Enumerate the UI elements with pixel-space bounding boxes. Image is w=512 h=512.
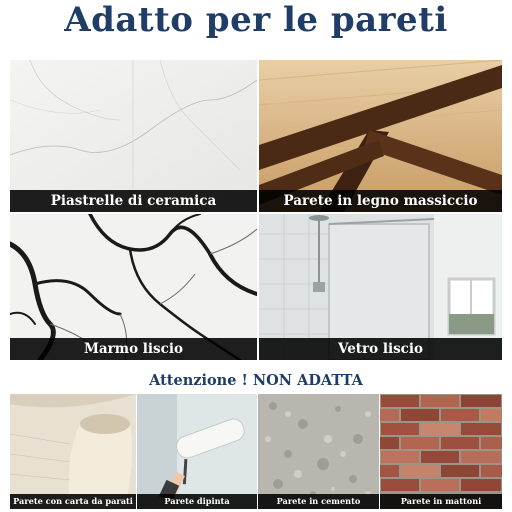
warning-heading: Attenzione ! NON ADATTA	[149, 372, 363, 389]
panel-smooth-glass	[259, 214, 502, 360]
caption-smooth-glass: Vetro liscio	[259, 338, 502, 360]
wallpaper-roll-image	[10, 394, 136, 509]
panel-wallpaper	[10, 394, 136, 509]
caption-smooth-marble: Marmo liscio	[10, 338, 257, 360]
caption-solid-wood: Parete in legno massiccio	[259, 190, 502, 212]
panel-painted-wall	[137, 394, 257, 509]
page-title: Adatto per le pareti	[64, 0, 448, 40]
concrete-image	[258, 394, 379, 509]
panel-solid-wood	[259, 60, 502, 212]
caption-brick: Parete in mattoni	[380, 494, 502, 509]
caption-wallpaper: Parete con carta da parati	[10, 494, 136, 509]
panel-concrete	[258, 394, 379, 509]
caption-concrete: Parete in cemento	[258, 494, 379, 509]
caption-painted-wall: Parete dipinta	[137, 494, 257, 509]
caption-ceramic-tiles: Piastrelle di ceramica	[10, 190, 257, 212]
panel-smooth-marble	[10, 214, 257, 360]
panel-ceramic-tiles	[10, 60, 257, 212]
brick-wall-image	[380, 394, 502, 509]
panel-brick	[380, 394, 502, 509]
paint-roller-image	[137, 394, 257, 509]
